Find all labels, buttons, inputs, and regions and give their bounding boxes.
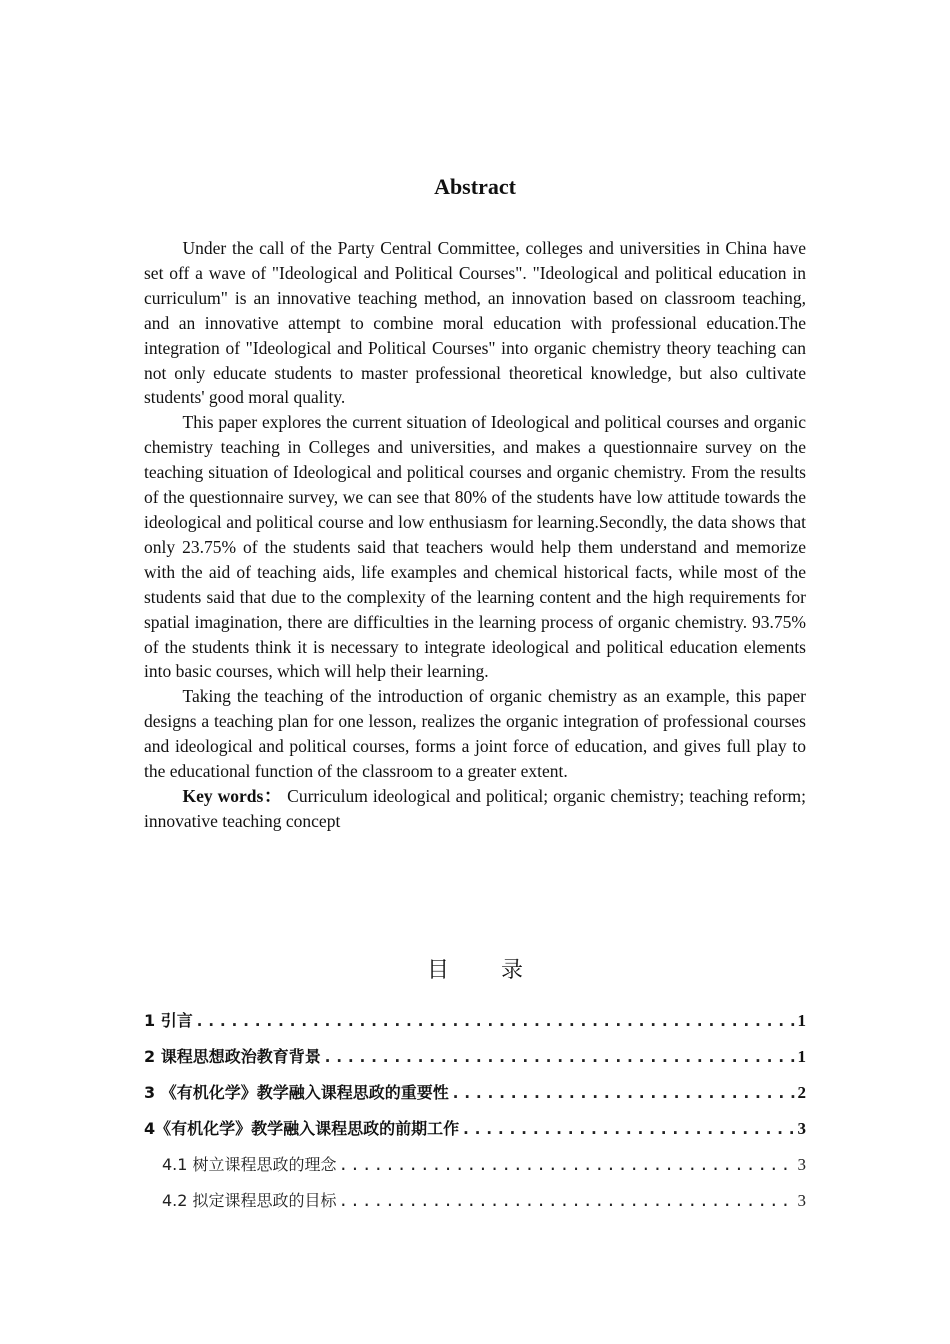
toc-subentry[interactable] <box>144 1152 806 1188</box>
toc-entry-title: 4《有机化学》教学融入课程思政的前期工作 <box>144 1119 460 1138</box>
toc-entry[interactable] <box>144 1116 806 1152</box>
abstract-paragraph-3: Taking the teaching of the introduction of organic chemistry as an example, this paper designs a teaching plan for one lesson, realizes the organic integration of professional courses and ideological and political courses, forms a joint force of education, and gives full play to the educational function of the classroom to a greater extent. <box>144 686 806 782</box>
toc-entry[interactable] <box>144 1044 806 1080</box>
toc-entry-page: 2 <box>797 1083 806 1102</box>
toc-entry-page: 3 <box>797 1119 806 1138</box>
toc-entry-page: 3 <box>797 1191 806 1210</box>
toc-leader-dots <box>451 1080 796 1106</box>
abstract-paragraph-1: Under the call of the Party Central Committee, colleges and universities in China have set off a wave of "Ideological and Political Courses". "Ideological and political education in curriculum" is an innovative teaching method, an innovation based on classroom teaching, and an innovative attempt to combine moral education with professional education.The integration of "Ideological and Political Courses" into organic chemistry theory teaching can not only educate students to master professional theoretical knowledge, but also cultivate students' good moral quality. <box>144 238 806 408</box>
toc-subentry[interactable] <box>144 1188 806 1224</box>
toc-entry[interactable] <box>144 1080 806 1116</box>
abstract-heading: Abstract <box>434 174 516 199</box>
toc-entry-page: 3 <box>797 1155 806 1174</box>
toc-entry-page: 1 <box>797 1047 806 1066</box>
toc-entry-title: 4.2 拟定课程思政的目标 <box>162 1191 337 1210</box>
toc-heading-char-1: 目 <box>426 958 449 983</box>
keywords-text: Curriculum ideological and political; organic chemistry; teaching reform; innovative teaching concept <box>144 785 807 831</box>
toc-leader-dots <box>339 1188 796 1214</box>
keywords-line <box>144 784 806 834</box>
toc-entry-title: 2 课程思想政治教育背景 <box>144 1047 321 1066</box>
abstract-body <box>144 236 806 834</box>
toc-heading <box>0 955 950 987</box>
toc-entry-title: 1 引言 <box>144 1011 193 1030</box>
toc-heading-char-2: 录 <box>501 958 524 983</box>
toc-entry-title: 3 《有机化学》教学融入课程思政的重要性 <box>144 1083 449 1102</box>
toc-entry-page: 1 <box>797 1011 806 1030</box>
keywords-label: Key words： <box>182 785 283 806</box>
toc-leader-dots <box>195 1008 796 1034</box>
toc-entry-title: 4.1 树立课程思政的理念 <box>162 1155 337 1174</box>
abstract-paragraph-2: This paper explores the current situation of Ideological and political courses and organic chemistry teaching in Colleges and universities, and makes a questionnaire survey on the teaching situation of Ideological and political courses and organic chemistry. From the results of the questionnaire survey, we can see that 80% of the students have low attitude towards the ideological and political course and low enthusiasm for learning.Secondly, the data shows that only 23.75% of the students said that teachers would help them understand and memorize with the aid of teaching aids, life examples and chemical historical facts, while most of the students said that due to the complexity of the learning content and the high requirements for spatial imagination, there are difficulties in the learning process of organic chemistry. 93.75% of the students think it is necessary to integrate ideological and political education elements into basic courses, which will help their learning. <box>144 412 806 682</box>
toc-leader-dots <box>461 1116 795 1142</box>
toc-leader-dots <box>339 1152 796 1178</box>
toc-entry[interactable] <box>144 1008 806 1044</box>
toc-leader-dots <box>323 1044 796 1070</box>
table-of-contents <box>144 1008 806 1224</box>
